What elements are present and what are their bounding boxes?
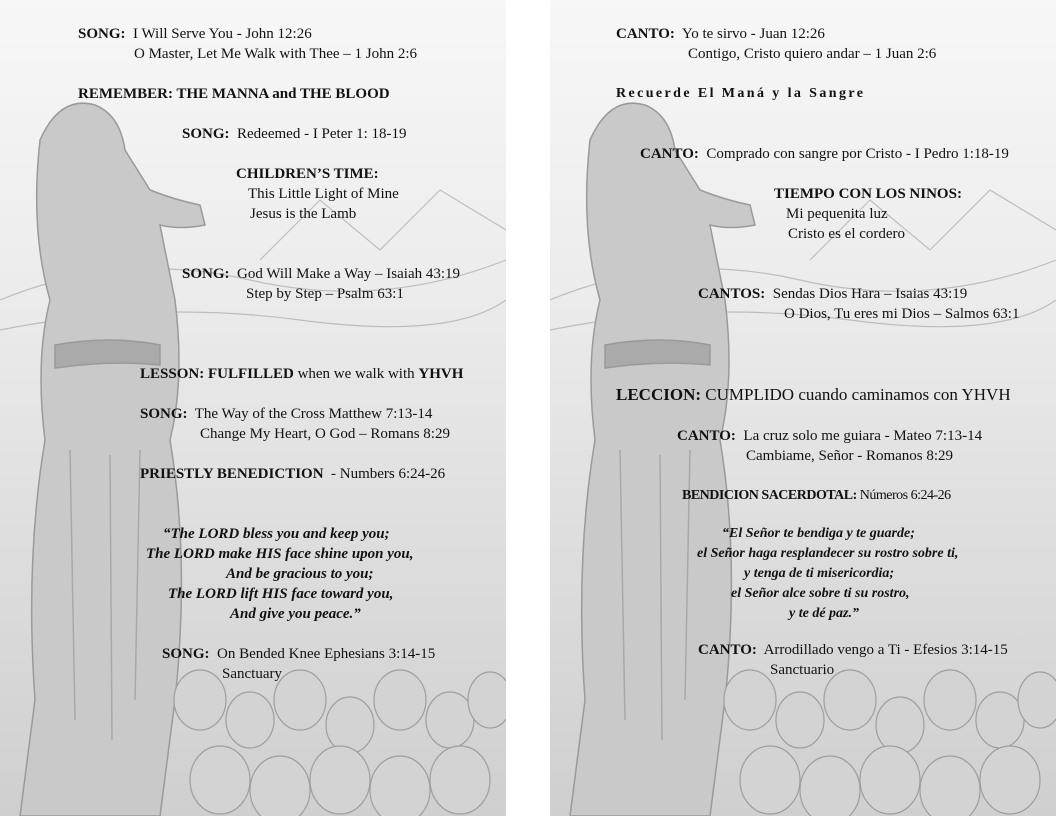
bendicion-text-line-3: y tenga de ti misericordia; (744, 566, 895, 581)
spanish-panel (550, 0, 1056, 816)
bendicion-text-line-4: el Señor alce sobre ti su rostro, (731, 586, 910, 601)
cantos-line-1: CANTOS: Sendas Dios Hara – Isaias 43:19 (698, 286, 968, 302)
benediction-line: PRIESTLY BENEDICTION - Numbers 6:24-26 (140, 466, 446, 482)
song-4-line-2: Change My Heart, O God – Romans 8:29 (200, 426, 450, 442)
bendicion-text-line-2: el Señor haga resplandecer su rostro sobre ti, (697, 546, 959, 561)
childrens-song-1: This Little Light of Mine (248, 186, 399, 202)
lesson-line: LESSON: FULFILLED when we walk with YHVH (140, 366, 464, 382)
bendicion-line: BENDICION SACERDOTAL: Números 6:24-26 (682, 488, 951, 503)
canto-4-line-2: Sanctuario (770, 662, 835, 678)
song-1-line-2: O Master, Let Me Walk with Thee – 1 John 2:6 (134, 46, 418, 62)
canto-3-line-1: CANTO: La cruz solo me guiara - Mateo 7:13-14 (677, 428, 983, 444)
leccion-line: LECCION: CUMPLIDO cuando caminamos con YHVH (616, 385, 1011, 404)
song-2-line-1: SONG: Redeemed - I Peter 1: 18-19 (182, 126, 407, 142)
song-4-line-1: SONG: The Way of the Cross Matthew 7:13-14 (140, 406, 433, 422)
blessing-line-5: And give you peace.” (230, 606, 361, 622)
song-5-line-1: SONG: On Bended Knee Ephesians 3:14-15 (162, 646, 436, 662)
bendicion-text-line-5: y te dé paz.” (789, 606, 859, 621)
childrens-song-2: Jesus is the Lamb (250, 206, 357, 222)
blessing-line-1: “The LORD bless you and keep you; (163, 526, 390, 542)
cantos-line-2: O Dios, Tu eres mi Dios – Salmos 63:1 (784, 306, 1020, 322)
ninos-heading: TIEMPO CON LOS NINOS: (774, 186, 962, 202)
canto-1-line-2: Contigo, Cristo quiero andar – 1 Juan 2:6 (688, 46, 937, 62)
remember-heading: REMEMBER: THE MANNA and THE BLOOD (78, 86, 390, 102)
blessing-line-2: The LORD make HIS face shine upon you, (146, 546, 414, 562)
song-3-line-1: SONG: God Will Make a Way – Isaiah 43:19 (182, 266, 461, 282)
background-illustration (550, 0, 1056, 816)
recuerde-heading: Recuerde El Maná y la Sangre (616, 86, 866, 101)
blessing-line-4: The LORD lift HIS face toward you, (168, 586, 394, 602)
blessing-line-3: And be gracious to you; (226, 566, 374, 582)
song-1-line-1: SONG: I Will Serve You - John 12:26 (78, 26, 312, 42)
ninos-song-2: Cristo es el cordero (788, 226, 906, 242)
crowd-illustration (724, 670, 1056, 816)
song-5-line-2: Sanctuary (222, 666, 282, 682)
canto-4-line-1: CANTO: Arrodillado vengo a Ti - Efesios 3:14-15 (698, 642, 1008, 658)
childrens-time-heading: CHILDREN’S TIME: (236, 166, 379, 182)
bendicion-text-line-1: “El Señor te bendiga y te guarde; (722, 526, 915, 541)
crowd-illustration (174, 670, 506, 816)
english-panel (0, 0, 506, 816)
ninos-song-1: Mi pequenita luz (786, 206, 888, 222)
song-3-line-2: Step by Step – Psalm 63:1 (246, 286, 404, 302)
canto-1-line-1: CANTO: Yo te sirvo - Juan 12:26 (616, 26, 825, 42)
canto-3-line-2: Cambiame, Señor - Romanos 8:29 (746, 448, 954, 464)
canto-2-line-1: CANTO: Comprado con sangre por Cristo - I Pedro 1:18-19 (640, 146, 1009, 162)
